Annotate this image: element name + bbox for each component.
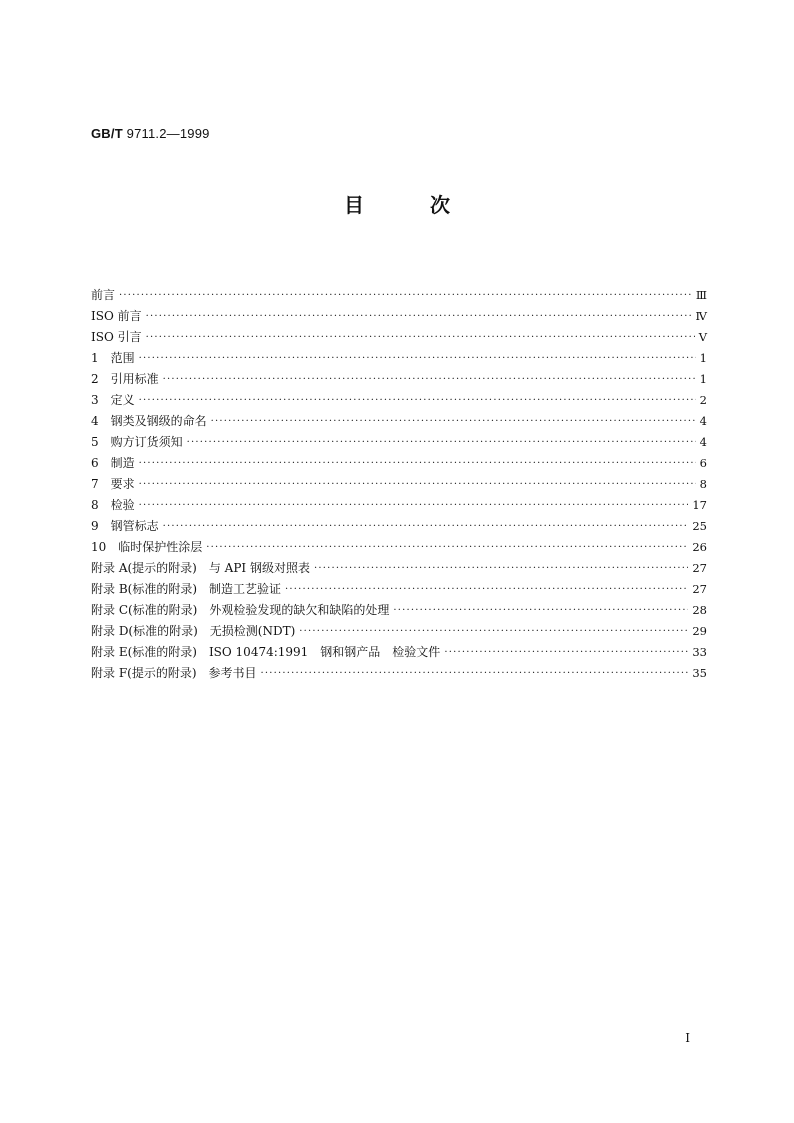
toc-entry[interactable]: [91, 348, 707, 369]
toc-leader-dots: [163, 369, 696, 390]
toc-leader-dots: [285, 579, 688, 600]
toc-entry-label: 9 钢管标志: [91, 519, 159, 533]
page-folio: Ⅰ: [685, 1031, 690, 1045]
toc-entry-page: 27: [692, 561, 707, 575]
toc-entry-label: 附录 D(标准的附录) 无损检测(NDT): [91, 624, 296, 638]
toc-entry-page: Ⅳ: [695, 309, 707, 323]
toc-entry-label: 7 要求: [91, 477, 135, 491]
toc-entry[interactable]: [91, 558, 707, 579]
toc-leader-dots: [139, 453, 696, 474]
toc-entry-label: ISO 前言: [91, 309, 142, 323]
page-title-second-char: 次: [430, 193, 450, 217]
toc-entry[interactable]: [91, 579, 707, 600]
toc-entry-label: 8 检验: [91, 498, 135, 512]
toc-entry[interactable]: [91, 600, 707, 621]
toc-entry[interactable]: [91, 369, 707, 390]
toc-entry-page: 35: [692, 666, 707, 680]
toc-entry-label: 附录 C(标准的附录) 外观检验发现的缺欠和缺陷的处理: [91, 603, 390, 617]
toc-entry-label: 1 范围: [91, 351, 135, 365]
standard-number: 9711.2—1999: [126, 126, 210, 141]
toc-leader-dots: [139, 390, 696, 411]
toc-leader-dots: [139, 495, 689, 516]
standard-prefix: GB/T: [91, 126, 123, 141]
toc-entry-page: 4: [699, 414, 707, 428]
toc-leader-dots: [299, 621, 688, 642]
toc-entry-page: 17: [692, 498, 707, 512]
toc-entry[interactable]: [91, 642, 707, 663]
toc-entry-label: 附录 F(提示的附录) 参考书目: [91, 666, 257, 680]
toc-leader-dots: [314, 558, 688, 579]
toc-entry[interactable]: [91, 621, 707, 642]
toc-entry[interactable]: [91, 516, 707, 537]
toc-entry-page: Ⅴ: [698, 330, 707, 344]
toc-entry-page: 33: [692, 645, 707, 659]
toc-entry-page: 8: [699, 477, 707, 491]
toc-entry[interactable]: [91, 390, 707, 411]
toc-leader-dots: [393, 600, 688, 621]
toc-entry-page: Ⅲ: [695, 288, 707, 302]
toc-leader-dots: [444, 642, 688, 663]
toc-entry-label: 附录 A(提示的附录) 与 API 钢级对照表: [91, 561, 310, 575]
toc-leader-dots: [206, 537, 688, 558]
toc-entry[interactable]: [91, 663, 707, 684]
toc-entry-page: 28: [692, 603, 707, 617]
toc-leader-dots: [139, 474, 696, 495]
toc-leader-dots: [119, 285, 692, 306]
toc-entry[interactable]: [91, 495, 707, 516]
toc-entry[interactable]: [91, 306, 707, 327]
table-of-contents: [91, 285, 707, 684]
standard-code: [91, 126, 210, 141]
toc-entry-page: 2: [699, 393, 707, 407]
toc-entry[interactable]: [91, 537, 707, 558]
toc-leader-dots: [211, 411, 696, 432]
toc-entry-label: 附录 B(标准的附录) 制造工艺验证: [91, 582, 281, 596]
toc-entry-label: 6 制造: [91, 456, 135, 470]
toc-entry[interactable]: [91, 432, 707, 453]
toc-entry-label: 5 购方订货须知: [91, 435, 183, 449]
toc-entry-page: 1: [699, 372, 707, 386]
toc-leader-dots: [146, 306, 692, 327]
toc-entry-label: 前言: [91, 288, 116, 302]
page-title: [0, 189, 794, 218]
toc-entry[interactable]: [91, 453, 707, 474]
toc-entry[interactable]: [91, 411, 707, 432]
toc-entry-page: 29: [692, 624, 707, 638]
toc-entry-page: 1: [699, 351, 707, 365]
toc-leader-dots: [146, 327, 695, 348]
toc-entry-label: ISO 引言: [91, 330, 142, 344]
toc-entry-label: 10 临时保护性涂层: [91, 540, 203, 554]
toc-entry-label: 4 钢类及钢级的命名: [91, 414, 207, 428]
page-title-first-char: 目: [344, 193, 364, 217]
toc-entry[interactable]: [91, 474, 707, 495]
toc-entry-page: 27: [692, 582, 707, 596]
toc-leader-dots: [261, 663, 689, 684]
toc-entry-label: 2 引用标准: [91, 372, 159, 386]
toc-entry[interactable]: [91, 285, 707, 306]
toc-entry-page: 4: [699, 435, 707, 449]
toc-entry-label: 3 定义: [91, 393, 135, 407]
toc-leader-dots: [139, 348, 696, 369]
toc-leader-dots: [163, 516, 689, 537]
toc-entry-page: 26: [692, 540, 707, 554]
toc-entry[interactable]: [91, 327, 707, 348]
toc-entry-label: 附录 E(标准的附录) ISO 10474:1991 钢和钢产品 检验文件: [91, 645, 441, 659]
toc-entry-page: 6: [699, 456, 707, 470]
toc-leader-dots: [187, 432, 696, 453]
toc-entry-page: 25: [692, 519, 707, 533]
